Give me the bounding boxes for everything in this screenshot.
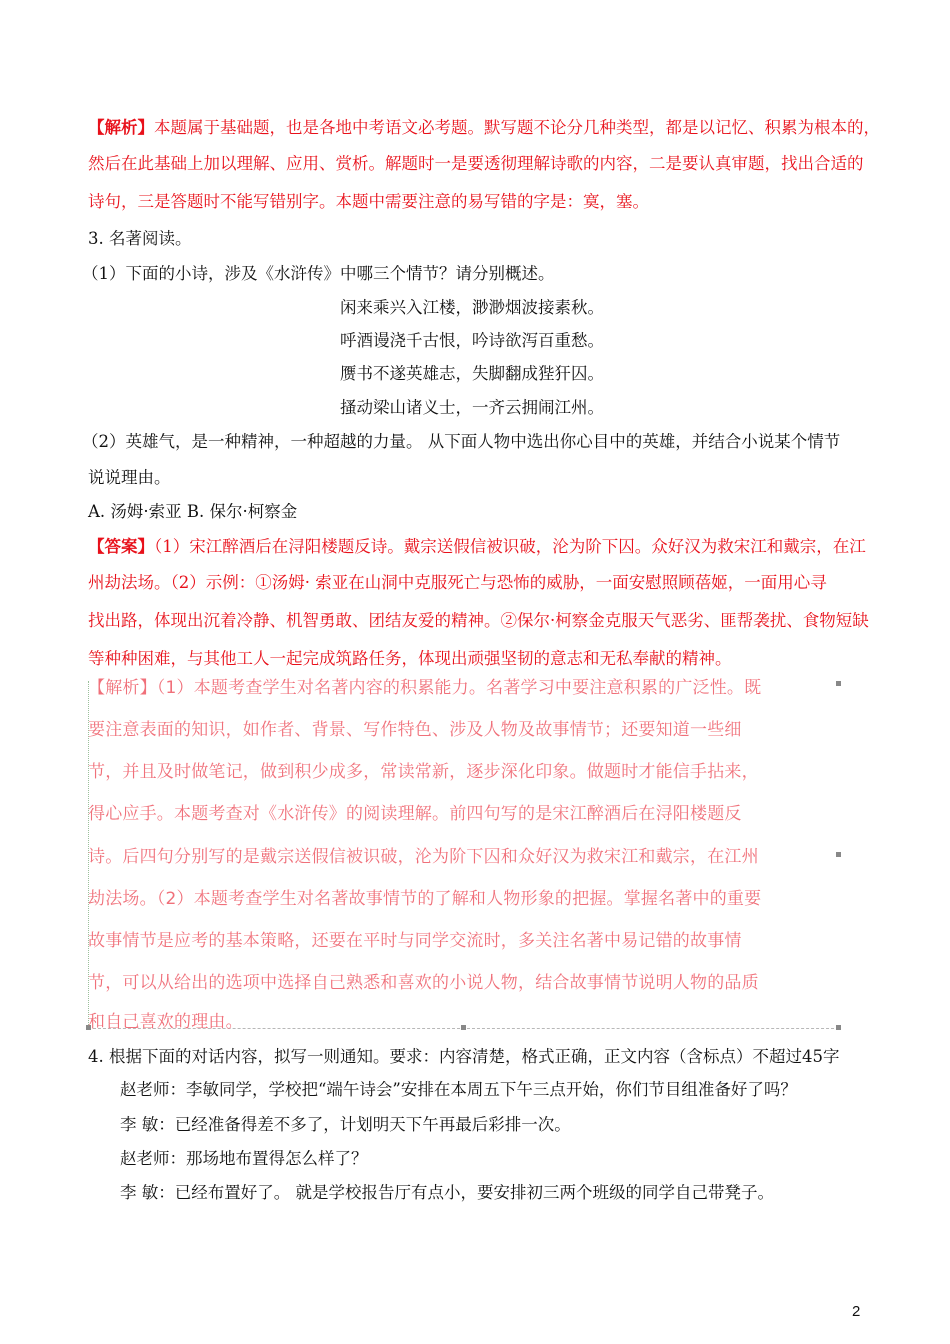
analysis-image-line: 节，可以从给出的选项中选择自己熟悉和喜欢的小说人物，结合故事情节说明人物的品质 (88, 973, 759, 993)
question-3-sub2: （2）英雄气，是一种精神，一种超越的力量。 从下面人物中选出你心目中的英雄，并结合小说某个情节 (82, 432, 841, 451)
analysis-image-line: 故事情节是应考的基本策略，还要在平时与同学交流时，多关注名著中易记错的故事情 (88, 931, 742, 951)
analysis-image-line: 和自己喜欢的理由。 (88, 1012, 243, 1032)
poem-line: 搔动梁山诸义士，一齐云拥闹江州。 (340, 398, 604, 417)
dialogue-line: 李 敏：已经准备得差不多了，计划明天下午再最后彩排一次。 (120, 1115, 571, 1134)
answer-paragraph-line: 【答案】（1）宋江醉酒后在浔阳楼题反诗。戴宗送假信被识破，沦为阶下囚。众好汉为救宋江和戴宗，在江 (88, 537, 866, 556)
analysis-paragraph-line: 【解析】本题属于基础题，也是各地中考语文必考题。默写题不论分几种类型，都是以记忆、积累为根本的， (88, 118, 880, 137)
analysis-image-line: 【解析】（1）本题考查学生对名著内容的积累能力。名著学习中要注意积累的广泛性。既 (88, 678, 762, 698)
analysis-image-line: 劫法场。（2）本题考查学生对名著故事情节的了解和人物形象的把握。掌握名著中的重要 (88, 889, 762, 909)
dialogue-line: 赵老师：李敏同学，学校把“端午诗会”安排在本周五下午三点开始，你们节目组准备好了吗？ (120, 1080, 797, 1099)
resize-handle[interactable] (461, 1025, 466, 1030)
page-number: 2 (852, 1303, 861, 1320)
question-3-title: 3. 名著阅读。 (88, 229, 192, 248)
analysis-image-line: 要注意表面的知识，如作者、背景、写作特色、涉及人物及故事情节；还要知道一些细 (88, 720, 742, 740)
analysis-label: 【解析】 (88, 118, 154, 137)
analysis-image-line: 得心应手。本题考查对《水浒传》的阅读理解。前四句写的是宋江醉酒后在浔阳楼题反 (88, 804, 742, 824)
question-4-title: 4. 根据下面的对话内容，拟写一则通知。要求：内容清楚，格式正确，正文内容（含标点）不超过45字 (88, 1047, 840, 1066)
poem-line: 呼酒谩浇千古恨，吟诗欲泻百重愁。 (340, 331, 604, 350)
analysis-image-line: 诗。后四句分别写的是戴宗送假信被识破，沦为阶下囚和众好汉为救宋江和戴宗，在江州 (88, 847, 759, 867)
answer-paragraph-line: 州劫法场。（2）示例：①汤姆· 索亚在山洞中克服死亡与恐怖的威胁，一面安慰照顾蓓姬，一面用心寻 (88, 573, 827, 592)
question-3-options: A. 汤姆·索亚 B. 保尔·柯察金 (88, 502, 298, 521)
analysis-paragraph-line: 然后在此基础上加以理解、应用、赏析。解题时一是要透彻理解诗歌的内容，二是要认真审题，找出合适的 (88, 154, 864, 173)
resize-handle[interactable] (836, 1025, 841, 1030)
poem-line: 闲来乘兴入江楼，渺渺烟波接素秋。 (340, 298, 604, 317)
answer-paragraph-line: 等种种困难，与其他工人一起完成筑路任务，体现出顽强坚韧的意志和无私奉献的精神。 (88, 649, 732, 668)
resize-handle[interactable] (836, 681, 841, 686)
analysis-paragraph-line: 诗句，三是答题时不能写错别字。本题中需要注意的易写错的字是：寞，塞。 (88, 192, 649, 211)
answer-paragraph-line: 找出路，体现出沉着冷静、机智勇敢、团结友爱的精神。②保尔·柯察金克服天气恶劣、匪帮袭扰、食物短缺 (88, 611, 869, 630)
dialogue-line: 赵老师：那场地布置得怎么样了？ (120, 1149, 368, 1168)
question-3-sub1: （1）下面的小诗，涉及《水浒传》中哪三个情节？请分别概述。 (82, 264, 555, 283)
poem-line: 赝书不遂英雄志，失脚翻成狴犴囚。 (340, 364, 604, 383)
question-3-sub2: 说说理由。 (88, 468, 171, 487)
analysis-image-line: 节，并且及时做笔记，做到积少成多，常读常新，逐步深化印象。做题时才能信手拈来， (88, 762, 759, 782)
answer-label: 【答案】 (88, 537, 154, 556)
resize-handle[interactable] (836, 852, 841, 857)
dialogue-line: 李 敏：已经布置好了。 就是学校报告厅有点小，要安排初三两个班级的同学自己带凳子。 (120, 1183, 774, 1202)
